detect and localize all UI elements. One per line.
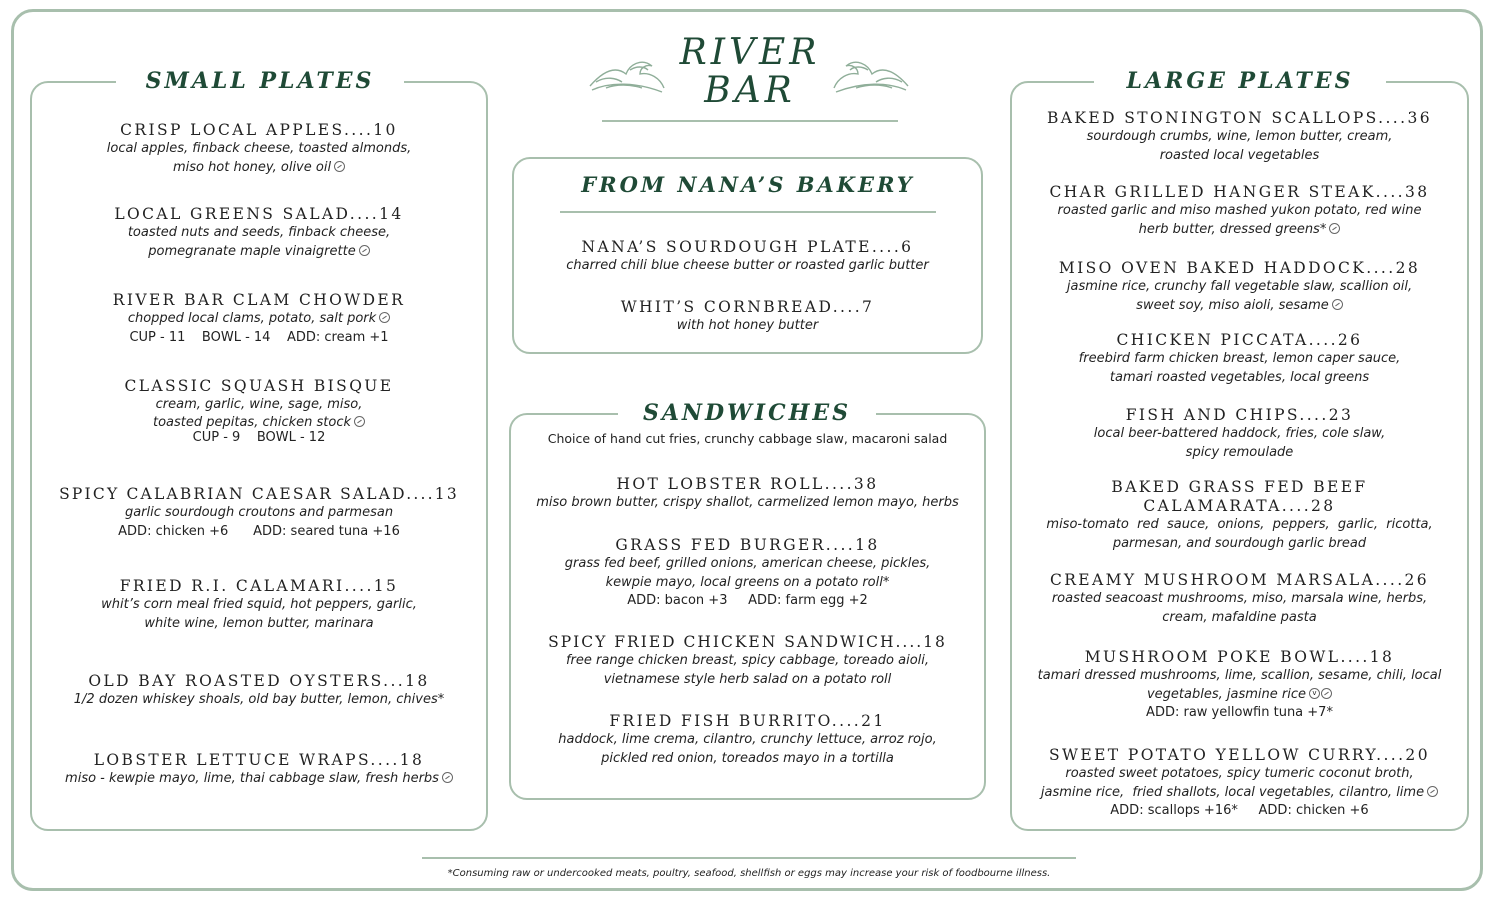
item-description: cream, garlic, wine, sage, miso, <box>155 397 363 412</box>
dietary-mark-icon <box>334 161 345 172</box>
item-description: with hot honey butter <box>676 318 819 333</box>
item-name: LOCAL GREENS SALAD....14 <box>114 205 404 223</box>
item-name: WHIT’S CORNBREAD....7 <box>620 298 875 316</box>
sandwiches-sides-note <box>515 430 980 447</box>
menu-item-miso-haddock <box>1018 258 1461 315</box>
restaurant-logo <box>600 34 900 110</box>
item-name: RIVER BAR CLAM CHOWDER <box>112 291 406 309</box>
item-description: miso hot honey, olive oil <box>172 159 332 175</box>
item-description: 1/2 dozen whiskey shoals, old bay butter, lemon, chives* <box>73 692 445 707</box>
item-name: BAKED STONINGTON SCALLOPS....36 <box>1047 109 1432 127</box>
bakery-divider <box>560 211 936 213</box>
item-description: grass fed beef, grilled onions, american cheese, pickles, <box>564 556 931 571</box>
vegan-mark-icon: v <box>1309 688 1320 699</box>
menu-item-local-greens-salad <box>40 204 478 261</box>
item-description: local beer-battered haddock, fries, cole slaw, <box>1093 426 1386 441</box>
item-description: garlic sourdough croutons and parmesan <box>124 505 394 520</box>
item-name: SPICY CALABRIAN CAESAR SALAD....13 <box>59 485 459 503</box>
dietary-mark-icon <box>1329 223 1340 234</box>
item-description: pomegranate maple vinaigrette <box>148 243 356 259</box>
menu-item-chicken-piccata <box>1018 330 1461 387</box>
item-description: jasmine rice, fried shallots, local vegetables, cilantro, lime <box>1040 784 1425 800</box>
item-add-ons: ADD: raw yellowfin tuna +7* <box>1146 705 1333 720</box>
dietary-mark-icon <box>1427 786 1438 797</box>
menu-item-fried-fish-burrito <box>515 711 980 768</box>
menu-item-stonington-scallops <box>1018 108 1461 165</box>
menu-item-squash-bisque <box>40 376 478 445</box>
brand-divider <box>602 120 898 122</box>
item-description: miso brown butter, crispy shallot, carmelized lemon mayo, herbs <box>536 495 959 510</box>
item-description: miso - kewpie mayo, lime, thai cabbage slaw, fresh herbs <box>65 771 439 786</box>
menu-item-clam-chowder <box>40 290 478 346</box>
item-name: CLASSIC SQUASH BISQUE <box>124 377 394 395</box>
item-description: freebird farm chicken breast, lemon caper sauce, <box>1078 351 1401 366</box>
menu-item-crisp-local-apples <box>40 120 478 177</box>
sandwiches-title: SANDWICHES <box>618 398 876 428</box>
item-name: FISH AND CHIPS....23 <box>1125 406 1354 424</box>
item-description: miso-tomato red sauce, onions, peppers, garlic, ricotta, <box>1046 517 1433 532</box>
item-description: free range chicken breast, spicy cabbage, toreado aioli, <box>565 653 930 668</box>
item-description: pickled red onion, toreados mayo in a tortilla <box>601 750 894 766</box>
item-description: parmesan, and sourdough garlic bread <box>1112 535 1367 551</box>
large-plates-title: LARGE PLATES <box>1094 66 1386 96</box>
menu-item-hot-lobster-roll <box>515 474 980 513</box>
menu-item-calabrian-caesar <box>36 484 482 540</box>
item-description: spicy remoulade <box>1185 444 1294 460</box>
dietary-mark-icon <box>442 772 453 783</box>
menu-item-fish-and-chips <box>1018 405 1461 462</box>
item-description: roasted local vegetables <box>1159 147 1320 163</box>
item-description: roasted seacoast mushrooms, miso, marsala wine, herbs, <box>1051 591 1428 606</box>
item-description: tamari roasted vegetables, local greens <box>1109 369 1370 385</box>
item-add-ons: ADD: scallops +16* ADD: chicken +6 <box>1110 803 1369 818</box>
item-name: FRIED FISH BURRITO....21 <box>609 712 886 730</box>
item-description: local apples, finback cheese, toasted almonds, <box>106 141 412 156</box>
item-name: CRISP LOCAL APPLES....10 <box>120 121 398 139</box>
menu-item-sourdough-plate <box>522 237 973 276</box>
dietary-mark-icon <box>379 312 390 323</box>
item-add-ons: ADD: bacon +3 ADD: farm egg +2 <box>627 593 868 608</box>
menu-item-grass-fed-burger <box>515 535 980 609</box>
item-pricing-options: CUP - 9 BOWL - 12 <box>192 429 326 445</box>
item-description: chopped local clams, potato, salt pork <box>127 311 377 326</box>
item-description: toasted pepitas, chicken stock <box>152 414 352 430</box>
menu-item-cornbread <box>522 297 973 336</box>
item-name: CREAMY MUSHROOM MARSALA....26 <box>1049 571 1430 589</box>
item-description: roasted garlic and miso mashed yukon potato, red wine <box>1057 203 1422 218</box>
item-description: roasted sweet potatoes, spicy tumeric coconut broth, <box>1065 766 1414 781</box>
item-description: jasmine rice, crunchy fall vegetable slaw, scallion oil, <box>1066 279 1413 294</box>
item-add-ons: ADD: chicken +6 ADD: seared tuna +16 <box>118 523 400 539</box>
item-description: whit’s corn meal fried squid, hot peppers, garlic, <box>101 597 417 612</box>
item-name-continued: CALAMARATA....28 <box>1143 497 1336 515</box>
item-description: vegetables, jasmine rice <box>1146 686 1306 702</box>
menu-item-roasted-oysters <box>40 671 478 710</box>
item-name: NANA’S SOURDOUGH PLATE....6 <box>581 238 914 256</box>
menu-item-hanger-steak <box>1018 182 1461 239</box>
item-name: MUSHROOM POKE BOWL....18 <box>1084 648 1395 666</box>
menu-item-mushroom-poke-bowl <box>1018 647 1461 721</box>
menu-item-beef-calamarata <box>1018 478 1461 553</box>
dietary-mark-icon <box>354 416 365 427</box>
item-name: HOT LOBSTER ROLL....38 <box>616 475 879 493</box>
item-description: tamari dressed mushrooms, lime, scallion, sesame, chili, local <box>1037 668 1442 683</box>
item-name: OLD BAY ROASTED OYSTERS...18 <box>88 672 430 690</box>
item-name: LOBSTER LETTUCE WRAPS....18 <box>93 751 425 769</box>
item-name: BAKED GRASS FED BEEF <box>1111 478 1368 496</box>
item-description: cream, mafaldine pasta <box>1162 609 1317 625</box>
item-description: herb butter, dressed greens* <box>1138 221 1327 237</box>
bakery-title: FROM NANA’S BAKERY <box>581 172 915 197</box>
menu-item-sweet-potato-curry <box>1018 745 1461 819</box>
dietary-mark-icon <box>1321 688 1332 699</box>
footer-divider <box>422 857 1076 859</box>
sandwiches-subtitle: Choice of hand cut fries, crunchy cabbage slaw, macaroni salad <box>547 431 948 446</box>
dietary-mark-icon <box>1332 299 1343 310</box>
item-description: kewpie mayo, local greens on a potato roll* <box>605 574 890 590</box>
menu-item-mushroom-marsala <box>1018 570 1461 627</box>
item-name: GRASS FED BURGER....18 <box>615 536 880 554</box>
item-description: charred chili blue cheese butter or roasted garlic butter <box>566 258 929 273</box>
item-description: sourdough crumbs, wine, lemon butter, cream, <box>1086 129 1393 144</box>
item-name: CHICKEN PICCATA....26 <box>1116 331 1363 349</box>
item-description: vietnamese style herb salad on a potato roll <box>603 671 892 687</box>
item-description: white wine, lemon butter, marinara <box>144 615 374 631</box>
item-pricing-options: CUP - 11 BOWL - 14 ADD: cream +1 <box>129 329 389 345</box>
brand-line-2: BAR <box>704 70 796 111</box>
item-description: haddock, lime crema, cilantro, crunchy lettuce, arroz rojo, <box>558 732 937 747</box>
menu-item-lobster-lettuce-wraps <box>40 750 478 789</box>
item-name: CHAR GRILLED HANGER STEAK....38 <box>1049 183 1430 201</box>
menu-item-fried-calamari <box>40 576 478 633</box>
item-name: FRIED R.I. CALAMARI....15 <box>119 577 399 595</box>
dietary-mark-icon <box>359 245 370 256</box>
item-description: toasted nuts and seeds, finback cheese, <box>127 225 391 240</box>
item-name: SPICY FRIED CHICKEN SANDWICH....18 <box>548 633 947 651</box>
item-name: SWEET POTATO YELLOW CURRY....20 <box>1049 746 1430 764</box>
brand-line-1: RIVER <box>679 32 821 73</box>
item-description: sweet soy, miso aioli, sesame <box>1136 297 1329 313</box>
menu-item-spicy-fried-chicken-sandwich <box>515 632 980 689</box>
food-safety-footnote: *Consuming raw or undercooked meats, poultry, seafood, shellfish or eggs may increase your risk of foodbourne illness. <box>447 868 1051 879</box>
small-plates-title: SMALL PLATES <box>116 66 404 96</box>
item-name: MISO OVEN BAKED HADDOCK....28 <box>1058 259 1421 277</box>
small-plates-panel <box>30 81 488 831</box>
